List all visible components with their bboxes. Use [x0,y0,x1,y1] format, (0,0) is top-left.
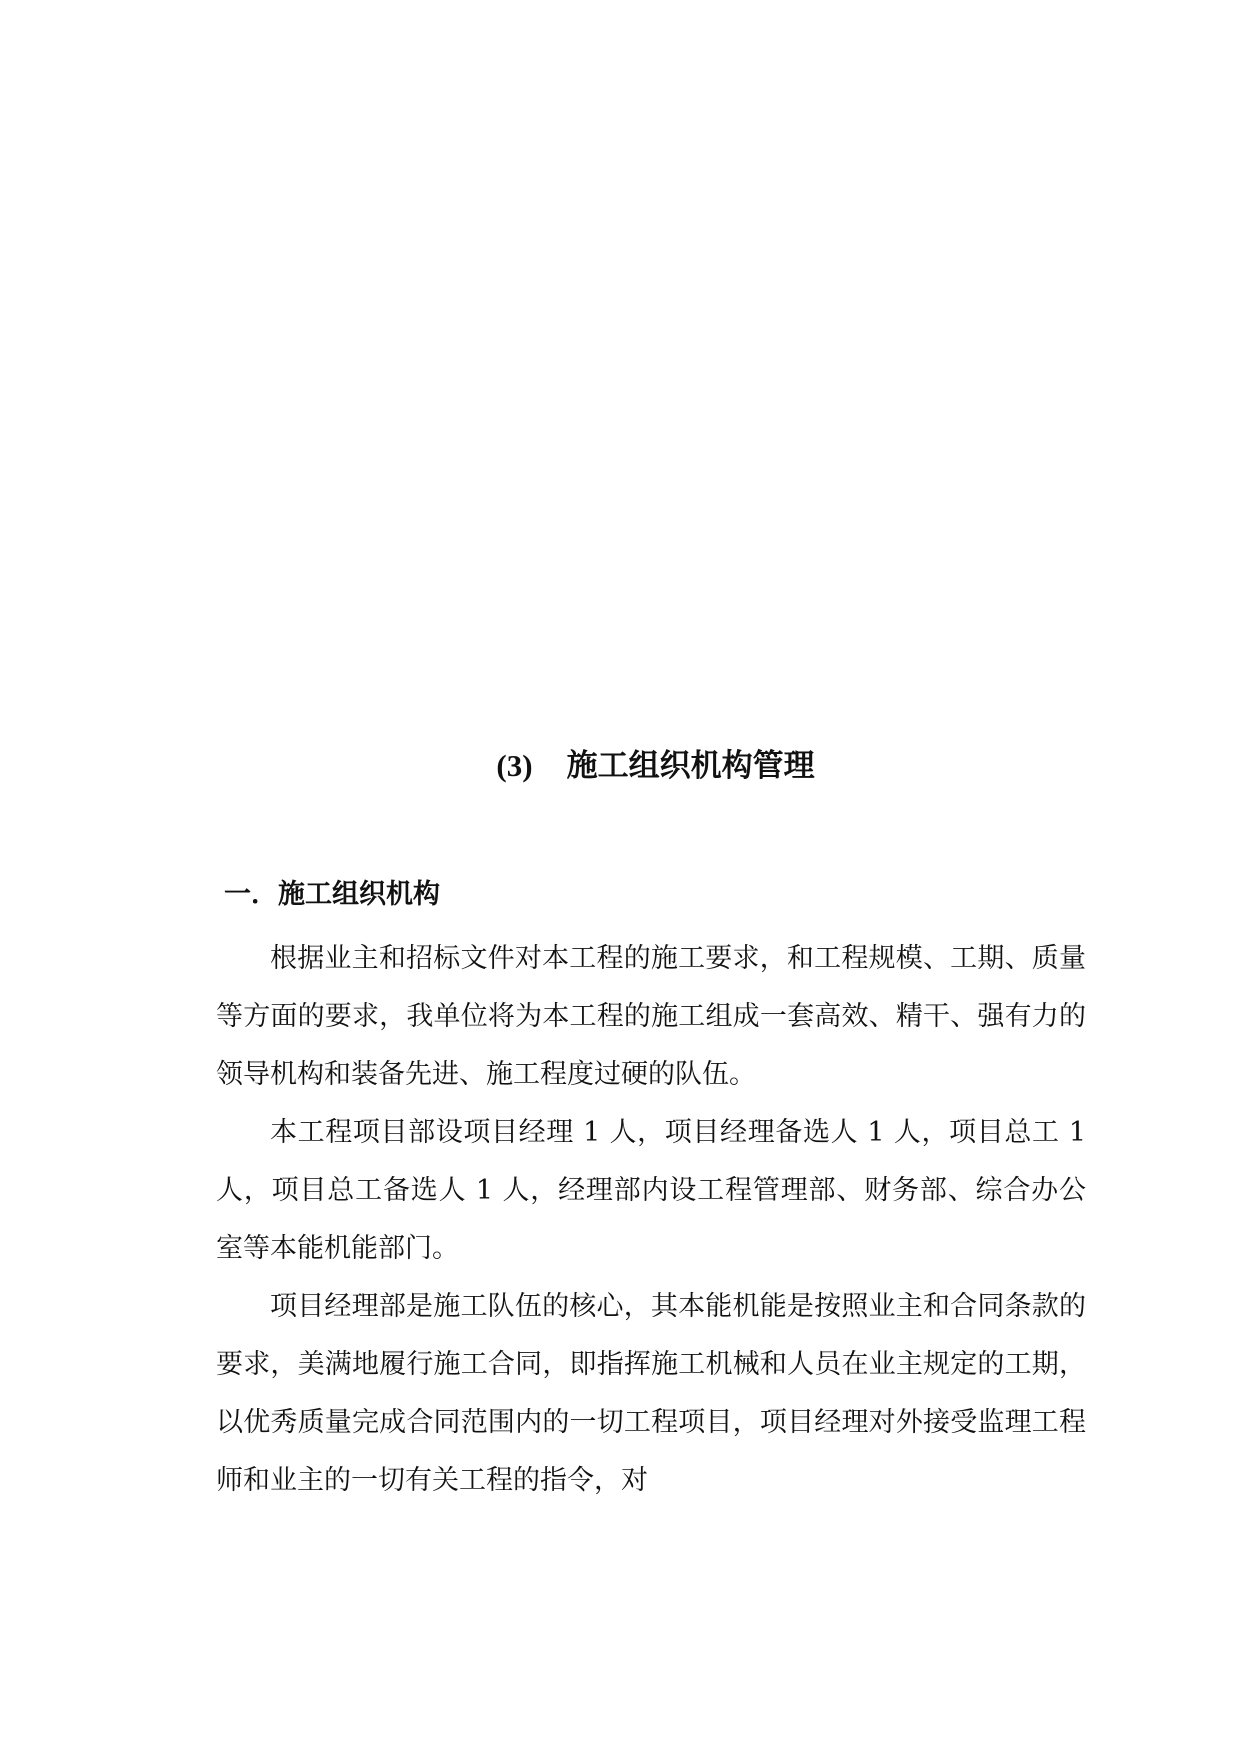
subsection-heading: 一．施工组织机构 [224,879,440,910]
body-text [216,930,1086,1510]
paragraph: 本工程项目部设项目经理 1 人，项目经理备选人 1 人，项目总工 1 人，项目总工备选人 1 人，经理部内设工程管理部、财务部、综合办公室等本能机能部门。 [216,1117,1086,1264]
section-number: (3) [496,748,533,783]
paragraph: 项目经理部是施工队伍的核心，其本能机能是按照业主和合同条款的要求，美满地履行施工合同，即指挥施工机械和人员在业主规定的工期，以优秀质量完成合同范围内的一切工程项目，项目经理对外接受监理工程师和业主的一切有关工程的指令，对 [216,1291,1086,1496]
section-title [0,740,1241,785]
paragraph: 根据业主和招标文件对本工程的施工要求，和工程规模、工期、质量等方面的要求，我单位将为本工程的施工组成一套高效、精干、强有力的领导机构和装备先进、施工程度过硬的队伍。 [216,943,1086,1090]
section-title-text: 施工组织机构管理 [566,748,815,784]
